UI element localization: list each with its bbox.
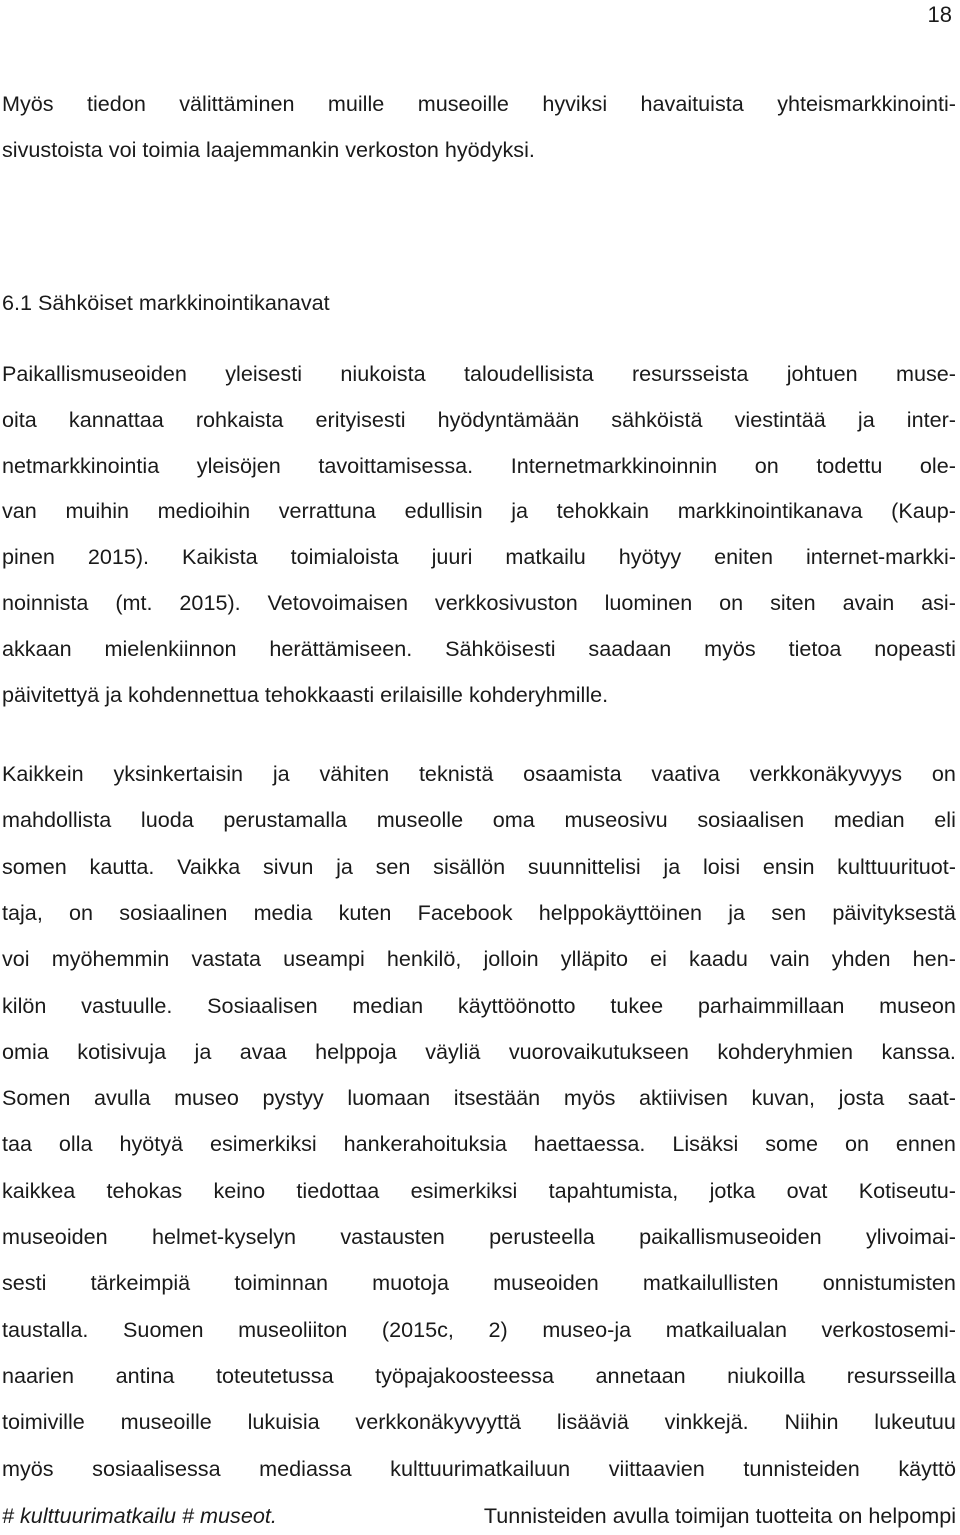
text-line: taustalla. Suomen museoliiton (2015c, 2) museo-ja matkailualan verkostosemi- xyxy=(2,1316,956,1342)
text-line: voi myöhemmin vastata useampi henkilö, jolloin ylläpito ei kaadu vain yhden hen- xyxy=(2,946,956,972)
text-line: omia kotisivuja ja avaa helppoja väyliä vuorovaikutukseen kohderyhmien kanssa. xyxy=(2,1038,956,1064)
text-line-hashtags xyxy=(2,1502,956,1530)
text-line: taja, on sosiaalinen media kuten Facebook helppokäyttöinen ja sen päivityksestä xyxy=(2,899,956,925)
text-line: netmarkkinointia yleisöjen tavoittamisessa. Internetmarkkinoinnin on todettu ole- xyxy=(2,452,956,478)
text-line: Paikallismuseoiden yleisesti niukoista taloudellisista resursseista johtuen muse- xyxy=(2,361,956,386)
text-line: sesti tärkeimpiä toiminnan muotoja museoiden matkailullisten onnistumisten xyxy=(2,1270,956,1296)
text-line: Kaikkein yksinkertaisin ja vähiten teknistä osaamista vaativa verkkonäkyvyys on xyxy=(2,761,956,786)
text-line: Myös tiedon välittäminen muille museoille hyviksi havaituista yhteismarkkinointi- xyxy=(2,91,956,116)
text-line: kilön vastuulle. Sosiaalisen median käyttöönotto tukee parhaimmillaan museon xyxy=(2,992,956,1018)
text-line: somen kautta. Vaikka sivun ja sen sisällön suunnittelisi ja loisi ensin kulttuurituot- xyxy=(2,853,956,879)
text-line: päivitettyä ja kohdennettua tehokkaasti erilaisille kohderyhmille. xyxy=(2,681,609,707)
text-line: myös sosiaalisessa mediassa kulttuurimatkailuun viittaavien tunnisteiden käyttö xyxy=(2,1455,956,1481)
text-line: naarien antina toteutetussa työpajakoosteessa annetaan niukoilla resursseilla xyxy=(2,1362,956,1388)
page-number: 18 xyxy=(927,2,952,27)
text-line: sivustoista voi toimia laajemmankin verkoston hyödyksi. xyxy=(2,136,535,162)
text-line: oita kannattaa rohkaista erityisesti hyödyntämään sähköistä viestintää ja inter- xyxy=(2,406,956,432)
text-line: van muihin medioihin verrattuna edullisin ja tehokkain markkinointikanava (Kaup- xyxy=(2,498,956,524)
text-line: toimiville museoille lukuisia verkkonäkyvyyttä lisääviä vinkkejä. Niihin lukeutuu xyxy=(2,1409,956,1435)
text-line: kaikkea tehokas keino tiedottaa esimerkiksi tapahtumista, jotka ovat Kotiseutu- xyxy=(2,1177,956,1203)
text-line: mahdollista luoda perustamalla museolle oma museosivu sosiaalisen median eli xyxy=(2,807,956,833)
text-line: pinen 2015). Kaikista toimialoista juuri matkailu hyötyy eniten internet-markki- xyxy=(2,544,956,570)
text-line: taa olla hyötyä esimerkiksi hankerahoituksia haettaessa. Lisäksi some on ennen xyxy=(2,1131,956,1157)
text-line: akkaan mielenkiinnon herättämiseen. Sähköisesti saadaan myös tietoa nopeasti xyxy=(2,635,956,661)
text-line: Somen avulla museo pystyy luomaan itsestään myös aktiivisen kuvan, josta saat- xyxy=(2,1085,956,1111)
section-heading: 6.1 Sähköiset markkinointikanavat xyxy=(2,290,330,315)
text-line: noinnista (mt. 2015). Vetovoimaisen verkkosivuston luominen on siten avain asi- xyxy=(2,590,956,615)
text-line-rest: Tunnisteiden avulla toimijan tuotteita on helpompi xyxy=(483,1503,956,1528)
text-line: museoiden helmet-kyselyn vastausten perusteella paikallismuseoiden ylivoimai- xyxy=(2,1224,956,1249)
hashtag-text: # kulttuurimatkailu # museot. xyxy=(2,1503,277,1528)
